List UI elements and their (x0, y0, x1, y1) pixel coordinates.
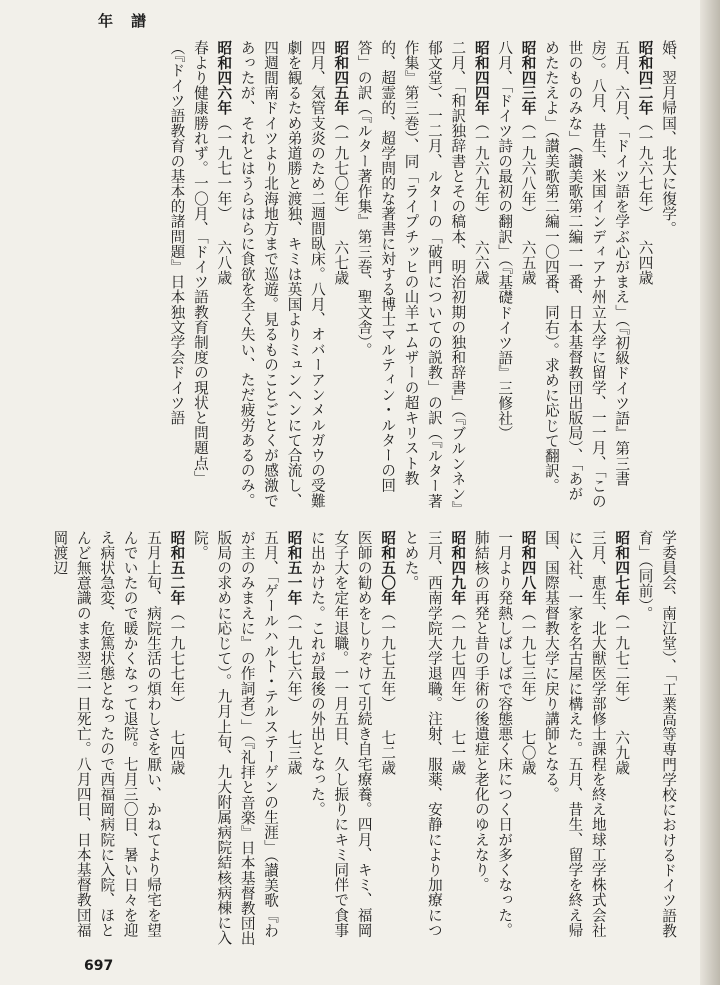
year-label: 昭和四八年 (519, 530, 537, 606)
year-heading (469, 40, 492, 515)
year-western: （一九七〇年） (332, 115, 350, 222)
year-label: 昭和四四年 (472, 40, 490, 116)
entry-text: 三月、恵生、北大獣医学部修士課程を終え地球工学株式会社に入社、一家を名古屋に構えた。五月、昔生、留学を終え帰国、国際基督教大学に戻り講師となる。 (542, 530, 607, 938)
entry-text: 四月、気管支炎のため二週間臥床。八月、オバーアンメルガウの受難劇を観るため弟道勝と渡独、キミは英国よりミュンヘンにて合流し、四週間南ドイツより北海地方まで巡遊。見るものことごとくが感激であったが、それとはうらはらに食欲を全く失い、ただ疲労あるのみ。 (238, 40, 326, 509)
year-western: （一九七四年） (449, 605, 467, 712)
year-heading (376, 530, 399, 950)
entry-text: 五月、「ゲールハルト・テルステーゲンの生涯」（讃美歌『わが主のみまえに』の作詞者）」（『礼拝と音楽』日本基督教団出版局の求めに応じて）。九月上旬、九大附属病院結核病棟に入院。 (191, 530, 280, 946)
year-western: （一九七一年） (215, 115, 233, 222)
year-label: 昭和四七年 (613, 530, 631, 606)
entry-text: 医師の勧めをしりぞけて引続き自宅療養。四月、キミ、福岡女子大を定年退職。一一月五日、久し振りにキミ同伴で食事に出かけた。これが最後の外出となった。 (308, 530, 373, 938)
entry-text: 春より健康勝れず。一〇月、「ドイツ語教育制度の現状と問題点」（『ドイツ語教育の基本的諸問題』日本独文学会ドイツ語 (168, 40, 209, 486)
age-label: 七二歳 (379, 730, 397, 776)
year-western: （一九六九年） (472, 115, 490, 222)
year-western: （一九七六年） (285, 605, 303, 712)
age-label: 六七歳 (332, 240, 350, 286)
entry-text: 五月、六月、「ドイツ語を学ぶ心がまえ」（『初級ドイツ語』第三書房）。八月、昔生、米国インディアナ州立大学に留学、一一月、「この世のものみな」（讃美歌第二編一一番、日本基督教団出版局）、「あがめたたえよ」（讃美歌第二編一〇四番、同右）。求めに応じて翻訳。 (542, 40, 631, 509)
year-heading (446, 530, 469, 950)
year-label: 昭和四九年 (449, 530, 467, 606)
text-line: 婚、翌月帰国、北大に復学。 (660, 40, 677, 237)
age-label: 六九歳 (613, 730, 631, 776)
age-label: 七四歳 (168, 730, 186, 776)
entry-text: 五月上旬、病院生活の煩わしさを厭い、かねてより帰宅を望んでいたので暖かくなって退院。七月三〇日、暑い日々を迎え病状急変、危篤状態となったので西福岡病院に入院、ほとんど無意識のまま翌三一日死亡。八月四日、日本基督教団福岡渡辺 (51, 530, 163, 938)
entry-text: 二月、「和訳独辞書とその稿本、明治初期の独和辞書」（『ブルンネン』郁文堂）、一二月、ルターの「破門についての説教」の訳（『ルター著作集』第三巻）、同「ライプチッヒの山羊エムザーの超キリスト教的、超霊的、超学問的な著書に対する博士マルティン・ルターの回答」の訳（『ルター著作集』第三巻、聖文舎）。 (355, 40, 467, 510)
year-label: 昭和五〇年 (379, 530, 397, 606)
age-label: 六五歳 (519, 240, 537, 286)
chronology-column-bottom (48, 530, 680, 950)
age-label: 六四歳 (636, 240, 654, 286)
year-heading (610, 530, 633, 950)
year-heading (633, 40, 656, 515)
year-western: （一九七三年） (519, 605, 537, 712)
age-label: 六六歳 (472, 240, 490, 286)
chronology-column-top (165, 40, 680, 515)
year-western: （一九七七年） (168, 605, 186, 712)
year-heading (516, 530, 539, 950)
year-heading (282, 530, 305, 950)
page-edge-shadow (700, 0, 720, 985)
entry-text: 三月、西南学院大学退職。注射、服薬、安静により加療につとめた。 (402, 530, 443, 938)
year-label: 昭和四五年 (332, 40, 350, 116)
age-label: 七一歳 (449, 730, 467, 776)
age-label: 七〇歳 (519, 730, 537, 776)
year-label: 昭和四六年 (215, 40, 233, 116)
year-heading (329, 40, 352, 515)
entry-text: 一月より発熱しばしばで容態悪く床につく日が多くなった。肺結核の再発と昔の手術の後遺症と老化のゆえなり。 (472, 530, 514, 938)
year-western: （一九六七年） (636, 115, 654, 222)
year-western: （一九七五年） (379, 605, 397, 712)
page-number: 697 (84, 958, 114, 974)
text-line: 学委員会、南江堂）、「工業高等専門学校におけるドイツ語教育」（同前）。 (636, 530, 677, 939)
year-label: 昭和五一年 (285, 530, 303, 606)
running-header: 年譜 (98, 12, 165, 30)
entry-text: 八月、「ドイツ詩の最初の翻訳」（『基礎ドイツ語』三修社） (496, 40, 514, 441)
year-heading (165, 530, 188, 950)
year-western: （一九七二年） (613, 605, 631, 712)
year-heading (516, 40, 539, 515)
year-label: 昭和四二年 (636, 40, 654, 116)
age-label: 七三歳 (285, 730, 303, 776)
year-label: 昭和四三年 (519, 40, 537, 116)
year-heading (212, 40, 235, 515)
year-label: 昭和五二年 (168, 530, 186, 606)
age-label: 六八歳 (215, 240, 233, 286)
year-western: （一九六八年） (519, 115, 537, 222)
